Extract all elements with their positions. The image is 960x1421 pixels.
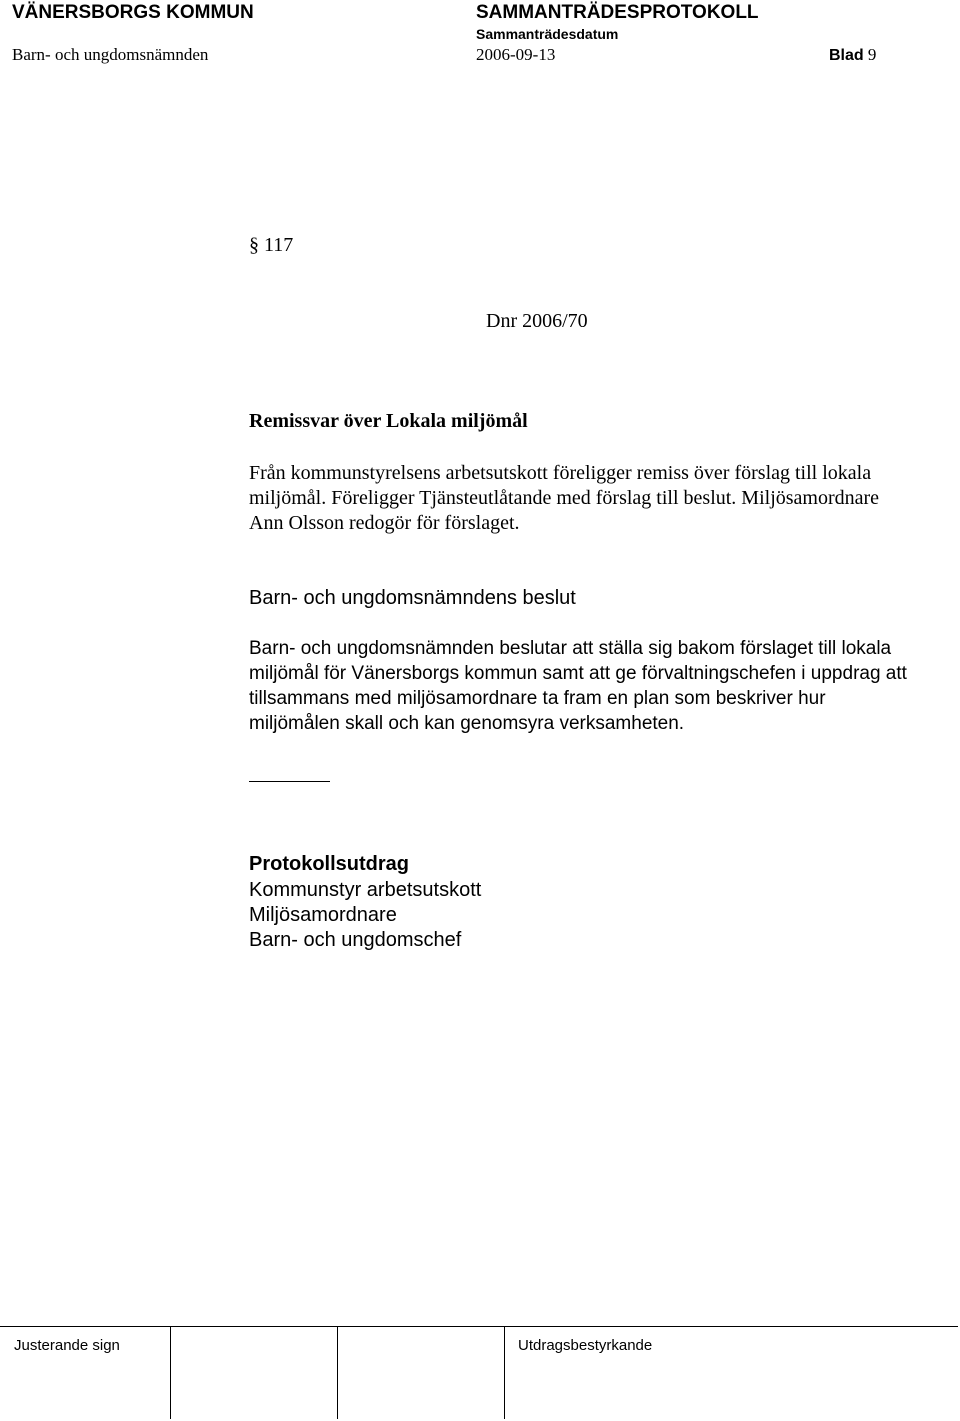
decision-heading: Barn- och ungdomsnämndens beslut xyxy=(249,587,576,609)
page-label: Blad xyxy=(829,47,864,64)
decision-line: miljömål för Vänersborgs kommun samt att ge förvaltningschefen i uppdrag att xyxy=(249,663,907,684)
decision-text xyxy=(249,636,949,736)
meeting-date-label: Sammanträdesdatum xyxy=(476,26,619,42)
recipient-item: Kommunstyr arbetsutskott xyxy=(249,879,482,901)
justering-cell-1 xyxy=(0,1327,171,1419)
committee-name: Barn- och ungdomsnämnden xyxy=(12,45,209,64)
decision-line: Barn- och ungdomsnämnden beslutar att ställa sig bakom förslaget till lokala xyxy=(249,638,892,659)
background-line: Ann Olsson redogör för förslaget. xyxy=(249,512,520,534)
recipient-item: Barn- och ungdomschef xyxy=(249,929,462,951)
attest-label: Utdragsbestyrkande xyxy=(518,1337,653,1354)
paragraph-number: § 117 xyxy=(249,234,294,256)
attest-cell xyxy=(504,1327,958,1419)
separator-line xyxy=(249,781,330,782)
background-text xyxy=(249,461,949,536)
recipient-list xyxy=(249,878,481,953)
justering-label: Justerande sign xyxy=(14,1337,120,1354)
background-line: miljömål. Föreligger Tjänsteutlåtande med förslag till beslut. Miljösamordnare xyxy=(249,487,880,509)
signature-footer xyxy=(0,1326,958,1419)
justering-cell-2 xyxy=(170,1327,338,1419)
background-line: Från kommunstyrelsens arbetsutskott föreligger remiss över förslag till lokala xyxy=(249,462,872,484)
document-type: SAMMANTRÄDESPROTOKOLL xyxy=(476,2,759,23)
meeting-date: 2006-09-13 xyxy=(476,45,556,64)
page-indicator xyxy=(829,45,876,65)
decision-line: tillsammans med miljösamordnare ta fram en plan som beskriver hur xyxy=(249,688,826,709)
justering-cell-3 xyxy=(337,1327,505,1419)
extract-heading: Protokollsutdrag xyxy=(249,853,410,875)
case-number: Dnr 2006/70 xyxy=(486,310,588,332)
page-number: 9 xyxy=(867,45,877,64)
organization-name: VÄNERSBORGS KOMMUN xyxy=(12,2,254,23)
recipient-item: Miljösamordnare xyxy=(249,904,397,926)
decision-line: miljömålen skall och kan genomsyra verksamheten. xyxy=(249,713,685,734)
case-title: Remissvar över Lokala miljömål xyxy=(249,410,528,432)
